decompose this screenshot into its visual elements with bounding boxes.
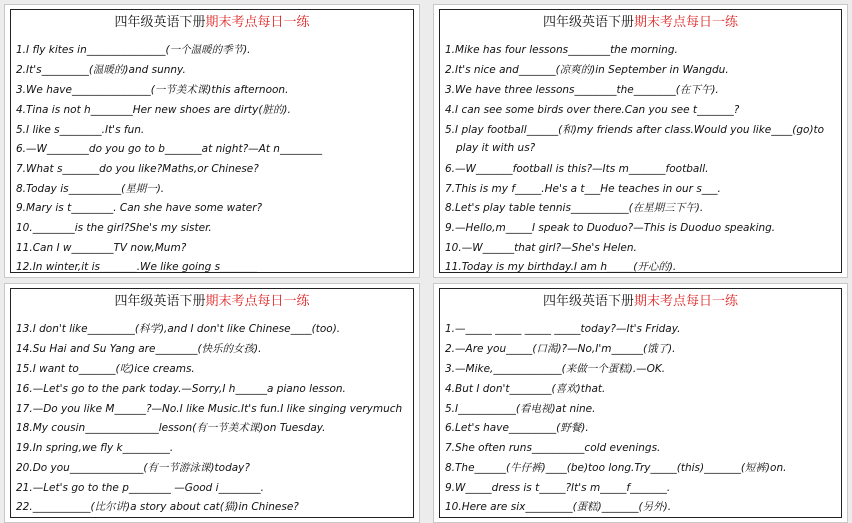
exercise-item: 10.________is the girl?She's my sister.: [16, 222, 212, 234]
exercise-item: 19.In spring,we fly k_________.: [16, 442, 174, 454]
exercise-item: 9.—Hello,m_____I speak to Duoduo?—This is Duoduo speaking.: [445, 222, 776, 234]
exercise-panel-3: [4, 283, 420, 523]
worksheet-title: [11, 14, 413, 32]
exercise-item-continuation: play it with us?: [456, 142, 536, 154]
worksheet-title: [440, 14, 841, 32]
exercise-item: 10.Here are six_________(蛋糕)_______(另外).: [445, 501, 672, 513]
exercise-item: 8.Today is__________(星期一).: [16, 183, 165, 195]
title-highlight: 期末考点每日一练: [205, 294, 310, 309]
exercise-item: 7.What s_______do you like?Maths,or Chinese?: [16, 163, 259, 175]
exercise-item: 16.—Let's go to the park today.—Sorry,I h______a piano lesson.: [16, 383, 346, 395]
exercise-item: 5.I play football______(和)my friends after class.Would you like____(go)to: [445, 124, 825, 136]
exercise-item: 1.I fly kites in_______________(一个温暖的季节).: [16, 44, 251, 56]
exercise-item: 10.—W______that girl?—She's Helen.: [445, 242, 637, 254]
exercise-item: 11.Today is my birthday.I am h_____(开心的).: [445, 261, 677, 273]
exercise-panel-2: [433, 4, 848, 278]
exercise-item: 22.___________(比尔讲)a story about cat(猫)in Chinese?: [16, 501, 299, 513]
exercise-item: 6.Let's have_________(野餐).: [445, 422, 589, 434]
exercise-item: 3.We have three lessons________the________(在下午).: [445, 84, 719, 96]
exercise-item: 8.Let's play table tennis___________(在星期三下午).: [445, 202, 704, 214]
worksheet-title: [440, 293, 841, 311]
exercise-item: 2.—Are you_____(口渴)?—No,I'm______(饿了).: [445, 343, 676, 355]
exercise-item: 7.This is my f_____.He's a t___He teaches in our s___.: [445, 183, 721, 195]
exercise-panel-4: [433, 283, 848, 523]
exercise-item: 4.Tina is not h________Her new shoes are dirty(脏的).: [16, 104, 291, 116]
title-highlight: 期末考点每日一练: [634, 294, 739, 309]
exercise-item: 1.Mike has four lessons________the morning.: [445, 44, 678, 56]
title-text: 四年级英语下册: [542, 15, 634, 30]
exercise-item: 9.Mary is t________. Can she have some water?: [16, 202, 263, 214]
exercise-item: 8.The______(牛仔裤)____(be)too long.Try_____(this)_______(短裤)on.: [445, 462, 787, 474]
exercise-item: 9.W_____dress is t_____?It's m_____f_______.: [445, 482, 671, 494]
exercise-item: 14.Su Hai and Su Yang are________(快乐的女孩).: [16, 343, 262, 355]
exercise-item: 11.Can I w________TV now,Mum?: [16, 242, 187, 254]
title-text: 四年级英语下册: [542, 294, 634, 309]
exercise-item: 21.—Let's go to the p________ —Good i________.: [16, 482, 264, 494]
exercise-item: 13.I don't like_________(科学),and I don't like Chinese____(too).: [16, 323, 341, 335]
exercise-card: [439, 288, 842, 518]
exercise-card: [10, 9, 414, 273]
worksheet-title: [11, 293, 413, 311]
exercise-item: 4.But I don't________(喜欢)that.: [445, 383, 606, 395]
title-text: 四年级英语下册: [114, 294, 206, 309]
title-highlight: 期末考点每日一练: [634, 15, 739, 30]
exercise-item: 15.I want to_______(吃)ice creams.: [16, 363, 195, 375]
exercise-item: 4.I can see some birds over there.Can you see t_______?: [445, 104, 740, 116]
title-text: 四年级英语下册: [114, 15, 206, 30]
exercise-item: 6.—W_______football is this?—Its m_______football.: [445, 163, 709, 175]
exercise-item: 5.I___________(看电视)at nine.: [445, 403, 596, 415]
exercise-panel-1: [4, 4, 420, 278]
exercise-item: 6.—W________do you go to b_______at night?—At n________: [16, 143, 322, 155]
title-highlight: 期末考点每日一练: [205, 15, 310, 30]
exercise-card: [10, 288, 414, 518]
exercise-item: 20.Do you______________(有一节游泳课)today?: [16, 462, 250, 474]
exercise-item: 3.—Mike,_____________(来做一个蛋糕).—OK.: [445, 363, 666, 375]
exercise-item: 12.In winter,it is_______.We like going s_______: [16, 261, 257, 273]
exercise-item: 5.I like s________.It's fun.: [16, 124, 145, 136]
exercise-item: 7.She often runs__________cold evenings.: [445, 442, 661, 454]
exercise-item: 18.My cousin______________lesson(有一节美术课)on Tuesday.: [16, 422, 326, 434]
exercise-item: 2.It's_________(温暖的)and sunny.: [16, 64, 186, 76]
exercise-item: 2.It's nice and_______(凉爽的)in September in Wangdu.: [445, 64, 729, 76]
exercise-item: 3.We have_______________(一节美术课)this afternoon.: [16, 84, 289, 96]
exercise-item: 1.—_____ _____ _____ _____today?—It's Friday.: [445, 323, 681, 335]
exercise-item: 17.—Do you like M______?—No.I like Music.It's fun.I like singing verymuch: [16, 403, 403, 415]
exercise-card: [439, 9, 842, 273]
